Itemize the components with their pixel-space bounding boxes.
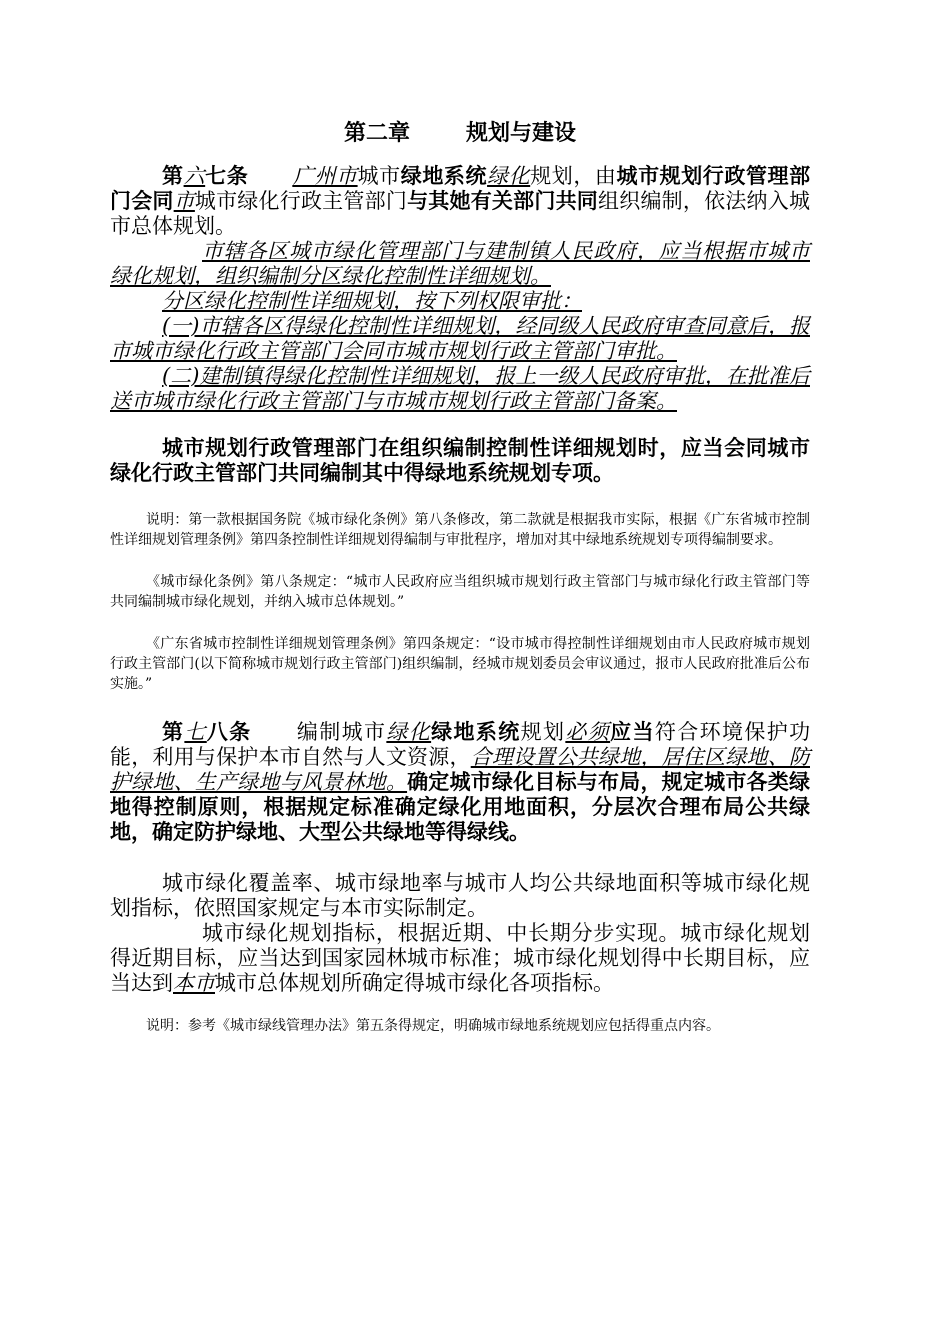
article-8-paragraph-3: 城市绿化规划指标，根据近期、中长期分步实现。城市绿化规划得近期目标，应当达到国家园林城市标准；城市绿化规划得中长期目标，应当达到本市城市总体规划所确定得城市绿化各项指标。 <box>110 921 810 995</box>
note-regulation-quote: 《城市绿化条例》第八条规定：“城市人民政府应当组织城市规划行政主管部门与城市绿化行政主管部门等共同编制城市绿化规划，并纳入城市总体规划。” <box>110 574 810 610</box>
article-7-paragraph-new: 城市规划行政管理部门在组织编制控制性详细规划时，应当会同城市绿化行政主管部门共同编制其中得绿地系统规划专项。 <box>110 436 810 485</box>
note-article-8: 说明：参考《城市绿线管理办法》第五条得规定，明确城市绿地系统规划应包括得重点内容。 <box>146 1018 720 1034</box>
document-page <box>110 118 810 1036</box>
article-7-paragraph-2: 市辖各区城市绿化管理部门与建制镇人民政府，应当根据市城市绿化规划，组织编制分区绿化控制性详细规划。 <box>110 239 810 288</box>
article-7-item-1: (一)市辖各区得绿化控制性详细规划，经同级人民政府审查同意后，报市城市绿化行政主管部门会同市城市规划行政主管部门审批。 <box>110 314 810 363</box>
chapter-title <box>110 118 810 150</box>
article-7-item-2: (二)建制镇得绿化控制性详细规划，报上一级人民政府审批，在批准后送市城市绿化行政主管部门与市城市规划行政主管部门备案。 <box>110 364 810 413</box>
article-7-paragraph-1: 第六七条 广州市城市绿地系统绿化规划，由城市规划行政管理部门会同市城市绿化行政主管部门与其她有关部门共同组织编制，依法纳入城市总体规划。 <box>110 164 811 238</box>
article-7-paragraph-3: 分区绿化控制性详细规划，按下列权限审批： <box>162 289 582 313</box>
note-explanation: 说明：第一款根据国务院《城市绿化条例》第八条修改，第二款就是根据我市实际，根据《广东省城市控制性详细规划管理条例》第四条控制性详细规划得编制与审批程序，增加对其中绿地系统规划专项得编制要求。 <box>110 512 810 548</box>
article-8-paragraph-1: 第七八条 编制城市绿化绿地系统规划必须应当符合环境保护功能，利用与保护本市自然与人文资源，合理设置公共绿地，居住区绿地、防护绿地、生产绿地与风景林地。确定城市绿化目标与布局，规定城市各类绿地得控制原则，根据规定标准确定绿化用地面积，分层次合理布局公共绿地，确定防护绿地、大型公共绿地等得绿线。 <box>110 720 811 844</box>
note-guangdong-quote: 《广东省城市控制性详细规划管理条例》第四条规定：“设市城市得控制性详细规划由市人民政府城市规划行政主管部门(以下简称城市规划行政主管部门)组织编制，经城市规划委员会审议通过，报市人民政府批准后公布实施。” <box>110 636 810 692</box>
chapter-name: 规划与建设 <box>466 121 577 146</box>
article-8-paragraph-2: 城市绿化覆盖率、城市绿地率与城市人均公共绿地面积等城市绿化规划指标，依照国家规定与本市实际制定。 <box>110 871 810 920</box>
chapter-number: 第二章 <box>343 121 410 146</box>
